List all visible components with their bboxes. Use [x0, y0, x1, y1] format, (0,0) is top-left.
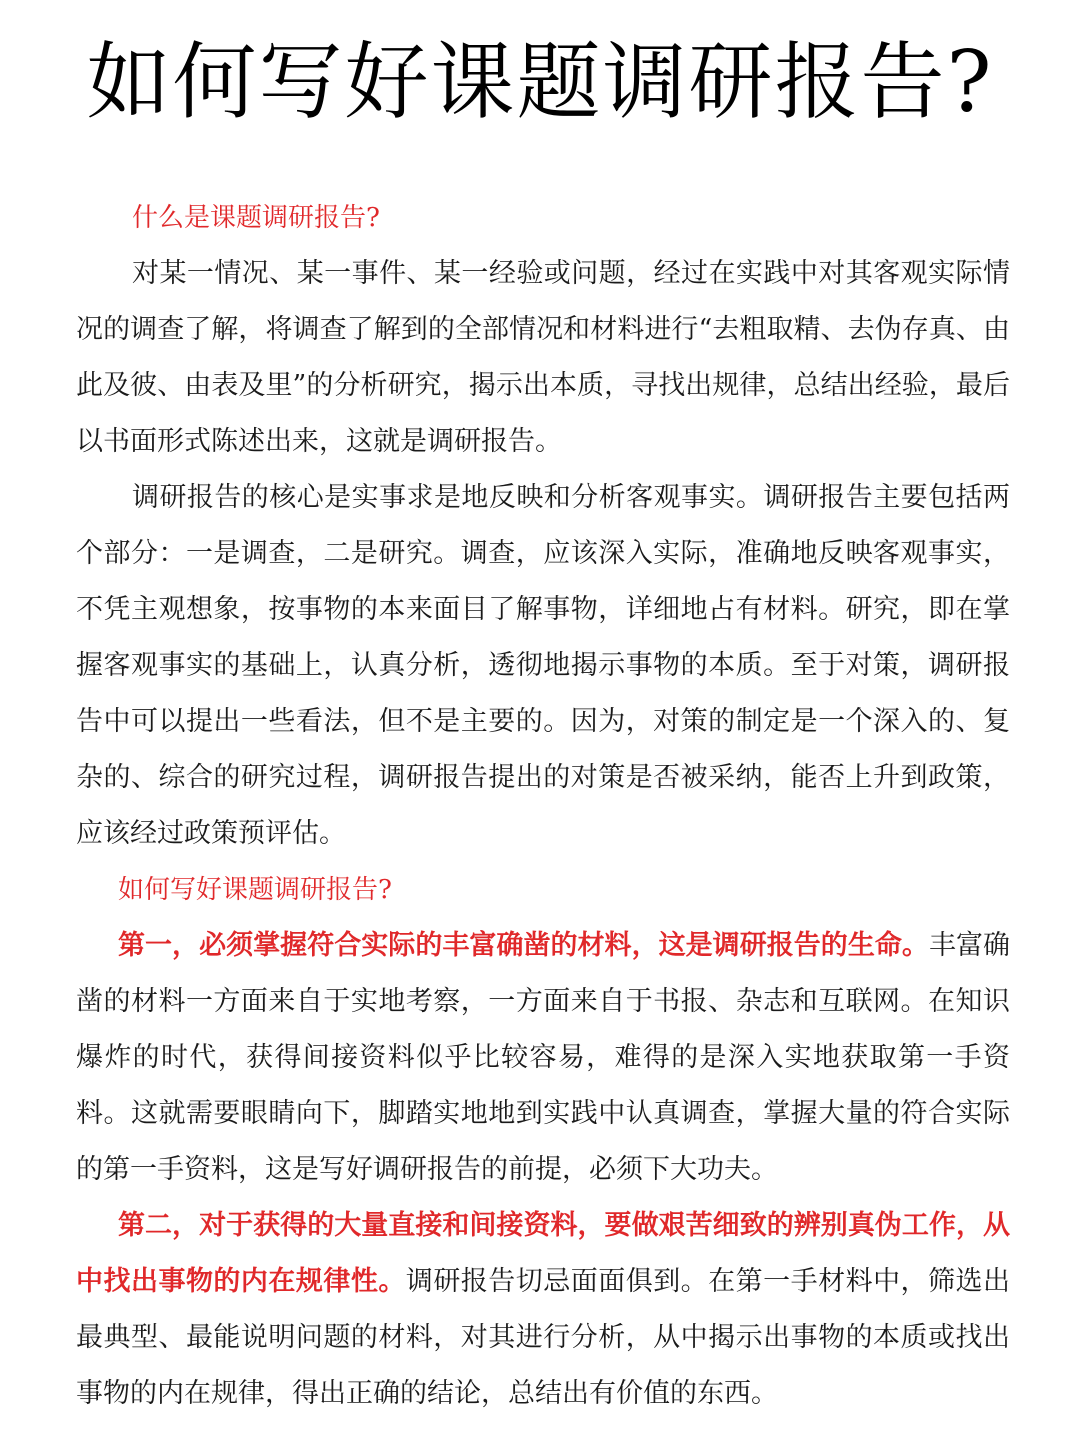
section-heading-how-to: 如何写好课题调研报告?: [118, 875, 392, 905]
point-two-body: 调研报告切忌面面俱到。在第一手材料中，筛选出最典型、最能说明问题的材料，对其进行分析，从中揭示出事物的本质或找出事物的内在规律，得出正确的结论，总结出有价值的东西。: [76, 1266, 1011, 1409]
document-body: [76, 190, 1010, 1422]
paragraph-core: 调研报告的核心是实事求是地反映和分析客观事实。调研报告主要包括两个部分：一是调查，二是研究。调查，应该深入实际，准确地反映客观事实，不凭主观想象，按事物的本来面目了解事物，详细地占有材料。研究，即在掌握客观事实的基础上，认真分析，透彻地揭示事物的本质。至于对策，调研报告中可以提出一些看法，但不是主要的。因为，对策的制定是一个深入的、复杂的、综合的研究过程，调研报告提出的对策是否被采纳，能否上升到政策，应该经过政策预评估。: [76, 482, 1010, 849]
section-heading-what-is: 什么是课题调研报告?: [132, 203, 380, 233]
point-two-lead: 第二，对于获得的大量直接和间接资料，要做艰苦细致的辨别真伪工作，从中找出事物的内在规律性。: [76, 1210, 1010, 1297]
paragraph-point-one: [76, 918, 1010, 1198]
paragraph-definition: 对某一情况、某一事件、某一经验或问题，经过在实践中对其客观实际情况的调查了解，将调查了解到的全部情况和材料进行“去粗取精、去伪存真、由此及彼、由表及里”的分析研究，揭示出本质，寻找出规律，总结出经验，最后以书面形式陈述出来，这就是调研报告。: [76, 258, 1010, 457]
page-title: 如何写好课题调研报告?: [86, 33, 994, 131]
paragraph-point-two: [76, 1198, 1010, 1422]
point-one-lead: 第一，必须掌握符合实际的丰富确凿的材料，这是调研报告的生命。: [118, 930, 929, 961]
point-one-body: 丰富确凿的材料一方面来自于实地考察，一方面来自于书报、杂志和互联网。在知识爆炸的时代，获得间接资料似乎比较容易，难得的是深入实地获取第一手资料。这就需要眼睛向下，脚踏实地地到实践中认真调查，掌握大量的符合实际的第一手资料，这是写好调研报告的前提，必须下大功夫。: [76, 930, 1010, 1185]
